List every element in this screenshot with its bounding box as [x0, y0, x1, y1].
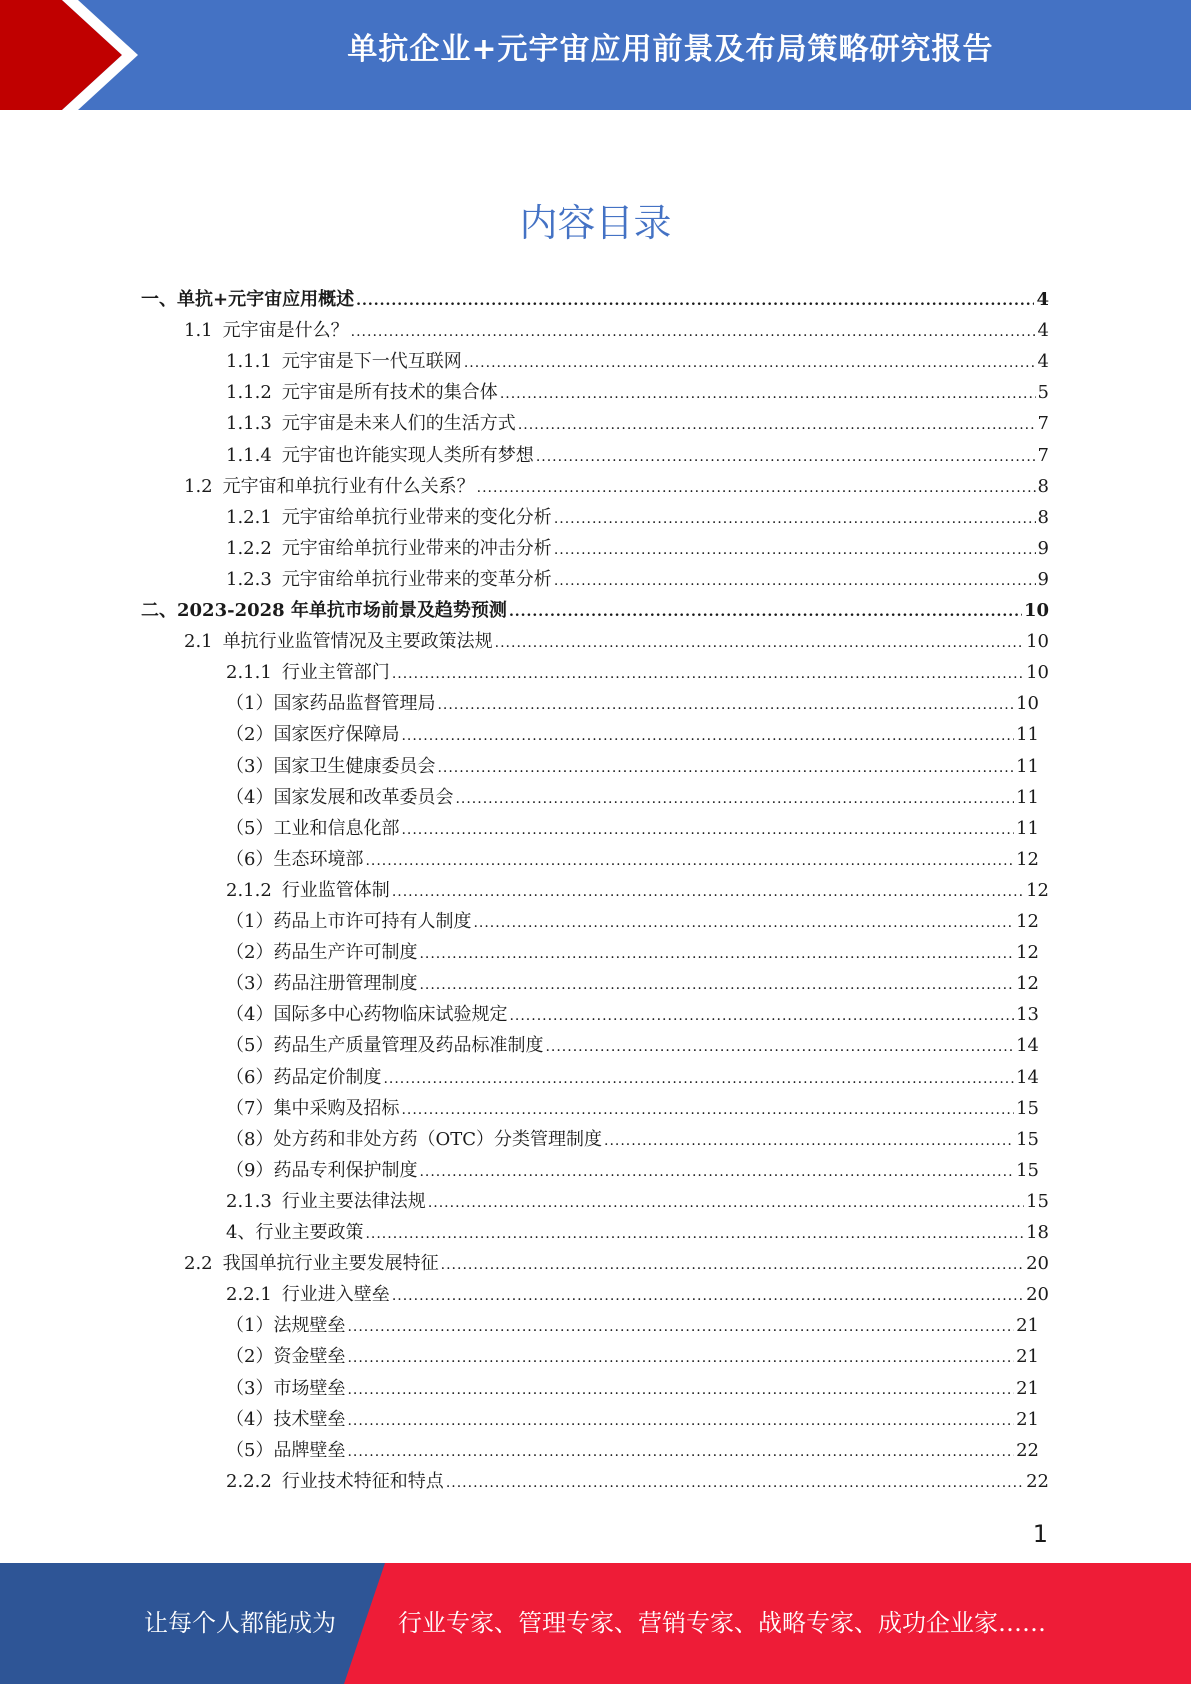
- toc-dot-leader: [365, 846, 1014, 877]
- toc-dot-leader: [347, 1406, 1014, 1437]
- toc-entry-number: 1.1.2: [226, 382, 272, 404]
- toc-entry-page: 20: [1026, 1284, 1049, 1306]
- toc-entry-page: 15: [1016, 1159, 1039, 1181]
- toc-entry[interactable]: [226, 346, 1049, 377]
- toc-entry-number: 1.2.1: [226, 506, 272, 528]
- toc-entry-page: 7: [1037, 444, 1049, 466]
- toc-entry-page: 11: [1016, 786, 1039, 808]
- toc-dot-leader: [419, 939, 1014, 970]
- toc-entry[interactable]: [226, 440, 1049, 471]
- toc-dot-leader: [365, 1219, 1024, 1250]
- report-title: 单抗企业+元宇宙应用前景及布局策略研究报告: [347, 32, 994, 67]
- footer-slogan-left: 让每个人都能成为: [144, 1609, 336, 1637]
- toc-entry[interactable]: [226, 1341, 1039, 1372]
- toc-dot-leader: [500, 379, 1036, 410]
- toc-entry[interactable]: [226, 1155, 1039, 1186]
- toc-entry[interactable]: [226, 782, 1039, 813]
- toc-dot-leader: [509, 597, 1022, 628]
- toc-entry-page: 12: [1016, 911, 1039, 932]
- toc-entry-number: 2.2.1: [226, 1284, 272, 1306]
- toc-entry-number: 1.1: [184, 320, 213, 342]
- toc-entry-title: （1）药品上市许可持有人制度: [226, 911, 472, 932]
- toc-entry-title: （5）工业和信息化部: [226, 817, 400, 839]
- toc-entry-page: 8: [1037, 475, 1049, 497]
- toc-entry-title: （4）技术壁垒: [226, 1408, 346, 1430]
- toc-entry-number: 2.2.2: [226, 1470, 272, 1492]
- toc-entry[interactable]: [226, 502, 1049, 533]
- toc-dot-leader: [419, 970, 1014, 1001]
- toc-dot-leader: [604, 1126, 1014, 1157]
- toc-entry[interactable]: [226, 408, 1049, 439]
- toc-entry-title: （3）药品注册管理制度: [226, 973, 418, 995]
- toc-dot-leader: [401, 815, 1014, 846]
- toc-entry[interactable]: [226, 1435, 1039, 1466]
- toc-entry-title: 元宇宙是未来人们的生活方式: [281, 413, 516, 435]
- toc-dot-leader: [392, 1281, 1024, 1312]
- toc-dot-leader: [347, 1437, 1014, 1468]
- toc-entry-title: 元宇宙和单抗行业有什么关系？: [222, 475, 475, 497]
- toc-entry-page: 10: [1026, 662, 1049, 684]
- toc-dot-leader: [437, 753, 1014, 784]
- toc-entry[interactable]: [184, 471, 1049, 502]
- toc-entry-page: 21: [1016, 1408, 1039, 1430]
- toc-entry[interactable]: [184, 626, 1049, 657]
- toc-entry-page: 15: [1016, 1097, 1039, 1119]
- toc-entry-title: （9）药品专利保护制度: [226, 1159, 418, 1181]
- toc-entry[interactable]: [226, 1186, 1049, 1217]
- toc-entry-number: 1.2.2: [226, 537, 272, 559]
- footer-slogan-right: 行业专家、管理专家、营销专家、战略专家、成功企业家……: [398, 1609, 1046, 1637]
- toc-entry-page: 15: [1026, 1190, 1049, 1212]
- toc-entry-page: 18: [1026, 1222, 1049, 1243]
- toc-entry-page: 9: [1037, 537, 1049, 559]
- toc-entry[interactable]: [226, 844, 1039, 875]
- toc-dot-leader: [351, 317, 1036, 348]
- toc-entry-number: 一、: [141, 289, 177, 310]
- toc-entry-page: 12: [1016, 973, 1039, 995]
- toc-entry-page: 13: [1016, 1004, 1039, 1026]
- toc-entry-title: （1）法规壁垒: [226, 1315, 346, 1337]
- toc-entry-page: 11: [1016, 755, 1039, 777]
- toc-entry-page: 22: [1026, 1470, 1049, 1492]
- toc-dot-leader: [509, 1001, 1014, 1032]
- page-header: [0, 0, 1191, 110]
- toc-dot-leader: [392, 877, 1024, 908]
- toc-dot-leader: [437, 690, 1014, 721]
- toc-entry-page: 12: [1016, 848, 1039, 870]
- toc-dot-leader: [401, 721, 1014, 752]
- toc-entry-number: 2.1: [184, 631, 213, 653]
- toc-entry-number: 2.1.1: [226, 662, 272, 684]
- toc-entry-page: 12: [1026, 879, 1049, 901]
- toc-entry-title: 行业技术特征和特点: [281, 1470, 444, 1492]
- toc-entry-number: 1.1.3: [226, 413, 272, 435]
- toc-entry[interactable]: [226, 1466, 1049, 1497]
- toc-entry-title: 元宇宙是所有技术的集合体: [281, 382, 498, 404]
- toc-entry[interactable]: [226, 688, 1039, 719]
- toc-dot-leader: [419, 1157, 1014, 1188]
- toc-entry-title: 4、行业主要政策: [226, 1222, 364, 1243]
- toc-heading: 内容目录: [519, 201, 672, 245]
- toc-entry-page: 10: [1016, 693, 1039, 715]
- toc-dot-leader: [495, 628, 1024, 659]
- toc-entry-title: 行业主管部门: [281, 662, 390, 684]
- toc-entry-title: 单抗+元宇宙应用概述: [177, 289, 355, 310]
- toc-dot-leader: [477, 473, 1036, 504]
- toc-entry[interactable]: [226, 377, 1049, 408]
- toc-entry[interactable]: [226, 1093, 1039, 1124]
- toc-entry[interactable]: [226, 906, 1039, 937]
- toc-dot-leader: [428, 1188, 1024, 1219]
- toc-dot-leader: [356, 286, 1034, 317]
- toc-entry-title: 元宇宙给单抗行业带来的变化分析: [281, 506, 552, 528]
- toc-entry-title: 我国单抗行业主要发展特征: [222, 1253, 439, 1275]
- toc-entry-page: 9: [1037, 568, 1049, 590]
- toc-dot-leader: [554, 566, 1036, 597]
- toc-entry-title: （5）品牌壁垒: [226, 1439, 346, 1461]
- toc-entry-page: 22: [1016, 1439, 1039, 1461]
- toc-entry-page: 21: [1016, 1315, 1039, 1337]
- toc-entry-title: （7）集中采购及招标: [226, 1097, 400, 1119]
- toc-entry[interactable]: [226, 875, 1049, 906]
- toc-entry-page: 5: [1037, 382, 1049, 404]
- toc-entry-title: （1）国家药品监督管理局: [226, 693, 436, 715]
- toc-entry-title: （2）资金壁垒: [226, 1346, 346, 1368]
- toc-entry-title: （5）药品生产质量管理及药品标准制度: [226, 1035, 544, 1057]
- toc-entry-page: 20: [1026, 1253, 1049, 1275]
- toc-entry-page: 12: [1016, 942, 1039, 964]
- toc-entry-title: （6）药品定价制度: [226, 1066, 382, 1088]
- toc-entry[interactable]: [226, 751, 1039, 782]
- toc-entry[interactable]: [226, 999, 1039, 1030]
- toc-entry-title: （4）国家发展和改革委员会: [226, 786, 454, 808]
- toc-dot-leader: [347, 1375, 1014, 1406]
- toc-dot-leader: [392, 659, 1024, 690]
- toc-entry-page: 4: [1037, 320, 1049, 342]
- toc-entry-page: 14: [1016, 1035, 1039, 1057]
- toc-entry[interactable]: [226, 968, 1039, 999]
- toc-entry-number: 2.1.3: [226, 1190, 272, 1212]
- header-arrow-decoration: [0, 0, 150, 110]
- toc-entry-title: （4）国际多中心药物临床试验规定: [226, 1004, 508, 1026]
- toc-entry-number: 2.1.2: [226, 879, 272, 901]
- toc-entry[interactable]: [141, 595, 1049, 626]
- toc-entry-page: 15: [1016, 1128, 1039, 1150]
- toc-dot-leader: [464, 348, 1036, 379]
- toc-entry-page: 11: [1016, 817, 1039, 839]
- toc-entry[interactable]: [184, 315, 1049, 346]
- toc-dot-leader: [518, 410, 1036, 441]
- toc-entry-page: 11: [1016, 724, 1039, 746]
- toc-entry[interactable]: [226, 813, 1039, 844]
- toc-entry[interactable]: [226, 1404, 1039, 1435]
- toc-entry-title: （2）药品生产许可制度: [226, 942, 418, 964]
- toc-entry[interactable]: [226, 719, 1039, 750]
- toc-entry[interactable]: [141, 284, 1049, 315]
- toc-entry[interactable]: [226, 937, 1039, 968]
- toc-dot-leader: [554, 535, 1036, 566]
- toc-entry[interactable]: [226, 533, 1049, 564]
- toc-dot-leader: [536, 442, 1036, 473]
- toc-dot-leader: [383, 1064, 1014, 1095]
- page-number: 1: [1032, 1520, 1048, 1548]
- toc-entry-title: 单抗行业监管情况及主要政策法规: [222, 631, 493, 653]
- toc-entry-title: 2023-2028 年单抗市场前景及趋势预测: [177, 600, 507, 621]
- toc-entry[interactable]: [226, 1124, 1039, 1155]
- toc-entry-title: 元宇宙也许能实现人类所有梦想: [281, 444, 534, 466]
- toc-dot-leader: [347, 1312, 1014, 1343]
- toc-dot-leader: [554, 504, 1036, 535]
- toc-entry-page: 21: [1016, 1346, 1039, 1368]
- toc-entry-title: 元宇宙给单抗行业带来的变革分析: [281, 568, 552, 590]
- toc-entry-title: （6）生态环境部: [226, 848, 364, 870]
- toc-entry-number: 2.2: [184, 1253, 213, 1275]
- toc-entry[interactable]: [226, 564, 1049, 595]
- toc-entry-title: 行业进入壁垒: [281, 1284, 390, 1306]
- toc-entry[interactable]: [226, 1217, 1049, 1248]
- toc-dot-leader: [473, 908, 1014, 939]
- toc-entry-title: 元宇宙是什么？: [222, 320, 349, 342]
- toc-dot-leader: [401, 1095, 1014, 1126]
- toc-entry-page: 21: [1016, 1377, 1039, 1399]
- toc-entry-number: 1.1.4: [226, 444, 272, 466]
- toc-entry-number: 1.1.1: [226, 351, 272, 373]
- toc-dot-leader: [455, 784, 1014, 815]
- toc-entry-title: （3）市场壁垒: [226, 1377, 346, 1399]
- toc-entry[interactable]: [226, 1062, 1039, 1093]
- toc-entry-page: 10: [1023, 600, 1049, 621]
- toc-entry[interactable]: [226, 657, 1049, 688]
- toc-entry-title: 元宇宙给单抗行业带来的冲击分析: [281, 537, 552, 559]
- toc-dot-leader: [545, 1032, 1014, 1063]
- toc-entry-title: 行业主要法律法规: [281, 1190, 426, 1212]
- toc-entry-page: 7: [1037, 413, 1049, 435]
- page-footer: [0, 1563, 1191, 1684]
- toc-entry-title: （8）处方药和非处方药（OTC）分类管理制度: [226, 1128, 602, 1150]
- toc-entry-title: 行业监管体制: [281, 879, 390, 901]
- toc-entry[interactable]: [226, 1030, 1039, 1061]
- toc-entry-number: 二、: [141, 600, 177, 621]
- toc-entry[interactable]: [226, 1310, 1039, 1341]
- toc-dot-leader: [441, 1250, 1024, 1281]
- toc-entry[interactable]: [226, 1279, 1049, 1310]
- toc-entry-number: 1.2: [184, 475, 213, 497]
- toc-entry[interactable]: [226, 1373, 1039, 1404]
- toc-entry-title: 元宇宙是下一代互联网: [281, 351, 462, 373]
- toc-entry-title: （3）国家卫生健康委员会: [226, 755, 436, 777]
- toc-entry-page: 4: [1037, 351, 1049, 373]
- toc-dot-leader: [446, 1468, 1024, 1499]
- toc-entry-page: 14: [1016, 1066, 1039, 1088]
- toc-entry-number: 1.2.3: [226, 568, 272, 590]
- toc-entry-page: 8: [1037, 506, 1049, 528]
- toc-dot-leader: [347, 1343, 1014, 1374]
- toc-entry[interactable]: [184, 1248, 1049, 1279]
- toc-entry-page: 10: [1026, 631, 1049, 653]
- toc-entry-title: （2）国家医疗保障局: [226, 724, 400, 746]
- toc-entry-page: 4: [1036, 289, 1049, 310]
